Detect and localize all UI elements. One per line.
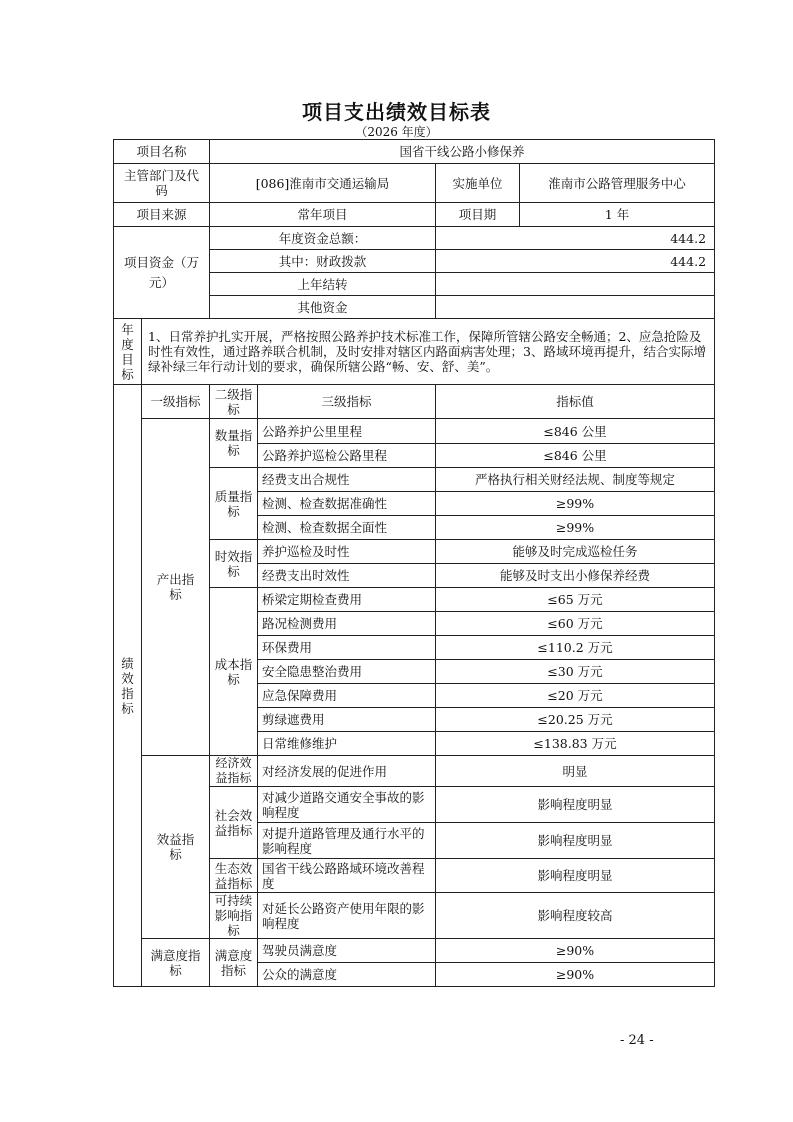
source-label: 项目来源 [114,203,210,227]
benefit-indicator-label: 效益指标 [142,756,210,939]
header-level3: 三级指标 [258,385,436,419]
project-name-value: 国省干线公路小修保养 [210,140,715,164]
sustain-indicator-label: 可持续影响指标 [210,893,258,939]
source-row [114,203,715,227]
indicator-value: 影响程度较高 [436,893,715,939]
satisfaction-sub-label: 满意度指标 [210,939,258,987]
funds-label: 项目资金（万元） [114,227,210,319]
indicator-row [114,419,715,444]
indicator-value: 能够及时完成巡检任务 [436,540,715,564]
indicator-name: 经费支出时效性 [258,564,436,588]
indicator-value: ≥90% [436,963,715,987]
funds-total-value: 444.2 [436,227,715,250]
project-name-label: 项目名称 [114,140,210,164]
dept-label: 主管部门及代码 [114,164,210,203]
funds-total-label: 年度资金总额： [210,227,436,250]
indicator-value: ≤846 公里 [436,444,715,468]
indicator-name: 检测、检查数据全面性 [258,516,436,540]
economic-indicator-label: 经济效益指标 [210,756,258,787]
dept-value: [086]淮南市交通运输局 [210,164,436,203]
indicator-value: ≤65 万元 [436,588,715,612]
indicator-name: 对经济发展的促进作用 [258,756,436,787]
indicator-name: 经费支出合规性 [258,468,436,492]
period-label: 项目期 [436,203,520,227]
social-indicator-label: 社会效益指标 [210,787,258,859]
indicator-name: 对提升道路管理及通行水平的影响程度 [258,823,436,859]
dept-row [114,164,715,203]
indicators-side-label: 绩效指标 [114,385,142,987]
indicator-value: ≤110.2 万元 [436,636,715,660]
indicator-name: 公众的满意度 [258,963,436,987]
funds-row [114,227,715,250]
annual-goal-row [114,319,715,385]
timeliness-indicator-label: 时效指标 [210,540,258,588]
indicator-name: 公路养护公里里程 [258,419,436,444]
indicator-value: ≤138.83 万元 [436,732,715,756]
quantity-indicator-label: 数量指标 [210,419,258,468]
indicator-row [114,756,715,787]
page-title: 项目支出绩效目标表 [302,100,491,124]
indicator-value: 影响程度明显 [436,859,715,893]
indicator-value: ≥99% [436,516,715,540]
header-level2: 二级指标 [210,385,258,419]
annual-goal-label: 年度目标 [114,319,142,385]
indicator-value: 影响程度明显 [436,823,715,859]
eco-indicator-label: 生态效益指标 [210,859,258,893]
satisfaction-indicator-label: 满意度指标 [142,939,210,987]
header-value: 指标值 [436,385,715,419]
impl-unit-value: 淮南市公路管理服务中心 [520,164,715,203]
impl-unit-label: 实施单位 [436,164,520,203]
page-subtitle: （2026 年度） [355,125,438,139]
header-level1: 一级指标 [142,385,210,419]
indicator-name: 安全隐患整治费用 [258,660,436,684]
indicator-name: 养护巡检及时性 [258,540,436,564]
funds-other-value [436,296,715,319]
funds-carryover-value [436,273,715,296]
indicator-name: 剪绿遮费用 [258,708,436,732]
indicator-value: ≥99% [436,492,715,516]
page-number: - 24 - [620,1033,654,1048]
indicator-name: 国省干线公路路域环境改善程度 [258,859,436,893]
indicator-value: ≤30 万元 [436,660,715,684]
project-name-row [114,140,715,164]
funds-fiscal-label: 其中：财政拨款 [210,250,436,273]
indicator-value: 能够及时支出小修保养经费 [436,564,715,588]
indicator-value: ≤20 万元 [436,684,715,708]
indicator-name: 日常维修维护 [258,732,436,756]
indicator-name: 路况检测费用 [258,612,436,636]
quality-indicator-label: 质量指标 [210,468,258,540]
funds-fiscal-value: 444.2 [436,250,715,273]
indicator-value: ≤846 公里 [436,419,715,444]
funds-other-label: 其他资金 [210,296,436,319]
cost-indicator-label: 成本指标 [210,588,258,756]
indicator-name: 对延长公路资产使用年限的影响程度 [258,893,436,939]
indicator-header-row [114,385,715,419]
indicator-row [114,939,715,963]
indicator-name: 检测、检查数据准确性 [258,492,436,516]
indicator-name: 公路养护巡检公路里程 [258,444,436,468]
indicator-value: ≥90% [436,939,715,963]
indicator-name: 桥梁定期检查费用 [258,588,436,612]
indicator-name: 环保费用 [258,636,436,660]
indicator-name: 驾驶员满意度 [258,939,436,963]
output-indicator-label: 产出指标 [142,419,210,756]
period-value: 1 年 [520,203,715,227]
indicator-value: 严格执行相关财经法规、制度等规定 [436,468,715,492]
indicator-value: 影响程度明显 [436,787,715,823]
source-value: 常年项目 [210,203,436,227]
indicator-name: 对减少道路交通安全事故的影响程度 [258,787,436,823]
indicator-name: 应急保障费用 [258,684,436,708]
indicator-value: ≤20.25 万元 [436,708,715,732]
funds-carryover-label: 上年结转 [210,273,436,296]
indicator-value: ≤60 万元 [436,612,715,636]
annual-goal-text: 1、日常养护扎实开展，严格按照公路养护技术标准工作，保障所管辖公路安全畅通；2、应急抢险及时性有效性，通过路养联合机制，及时安排对辖区内路面病害处理；3、路域环境再提升，结合实际增绿补绿三年行动计划的要求，确保所辖公路“畅、安、舒、美”。 [142,319,715,385]
performance-table [113,139,715,987]
indicator-value: 明显 [436,756,715,787]
